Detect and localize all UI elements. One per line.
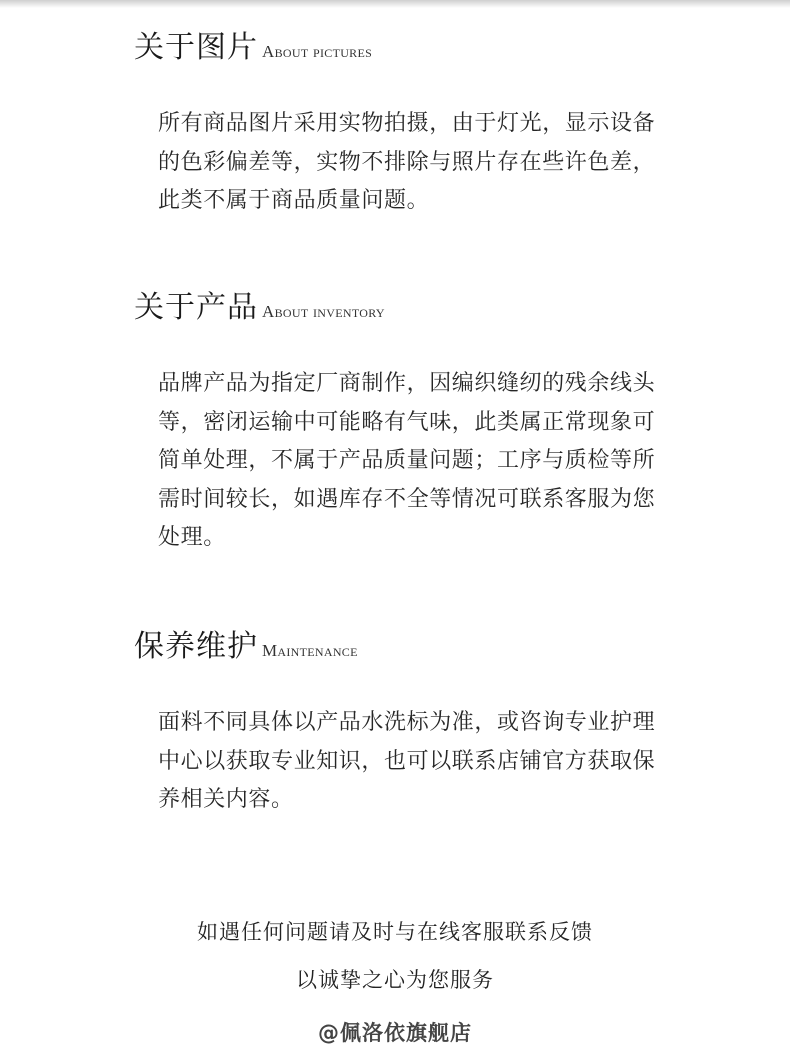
body-line: 中心以获取专业知识，也可以联系店铺官方获取保 [158,748,656,774]
section-heading [134,288,385,328]
top-divider-shadow [0,0,790,8]
section-body [158,704,658,820]
body-line: 此类不属于商品质量问题。 [158,188,430,213]
section-heading [134,28,372,68]
body-line: 面料不同具体以产品水洗标为准，或咨询专业护理 [158,710,656,735]
section-title-en: Maintenance [262,641,358,660]
body-line: 养相关内容。 [158,787,294,812]
body-line: 等，密闭运输中可能略有气味，此类属正常现象可 [158,409,656,435]
section-heading [134,627,358,667]
body-line: 处理。 [158,525,226,550]
footer-brand-signature: @佩洛依旗舰店 [318,1021,472,1045]
footer-service-text: 以诚挚之心为您服务 [296,968,494,992]
body-line: 需时间较长，如遇库存不全等情况可联系客服为您 [158,486,656,512]
body-line: 品牌产品为指定厂商制作，因编织缝纫的残余线头 [158,371,656,396]
section-title-en: About pictures [262,42,373,61]
body-line: 的色彩偏差等，实物不排除与照片存在些许色差， [158,149,656,175]
section-title-cn: 关于产品 [134,290,258,325]
section-title-en: About inventory [262,302,385,321]
body-line: 所有商品图片采用实物拍摄，由于灯光，显示设备 [158,111,656,136]
footer-contact-text: 如遇任何问题请及时与在线客服联系反馈 [197,920,593,944]
section-body [158,105,658,221]
section-title-cn: 关于图片 [134,30,258,65]
body-line: 简单处理，不属于产品质量问题；工序与质检等所 [158,448,656,473]
section-body [158,365,658,558]
section-title-cn: 保养维护 [134,629,258,664]
